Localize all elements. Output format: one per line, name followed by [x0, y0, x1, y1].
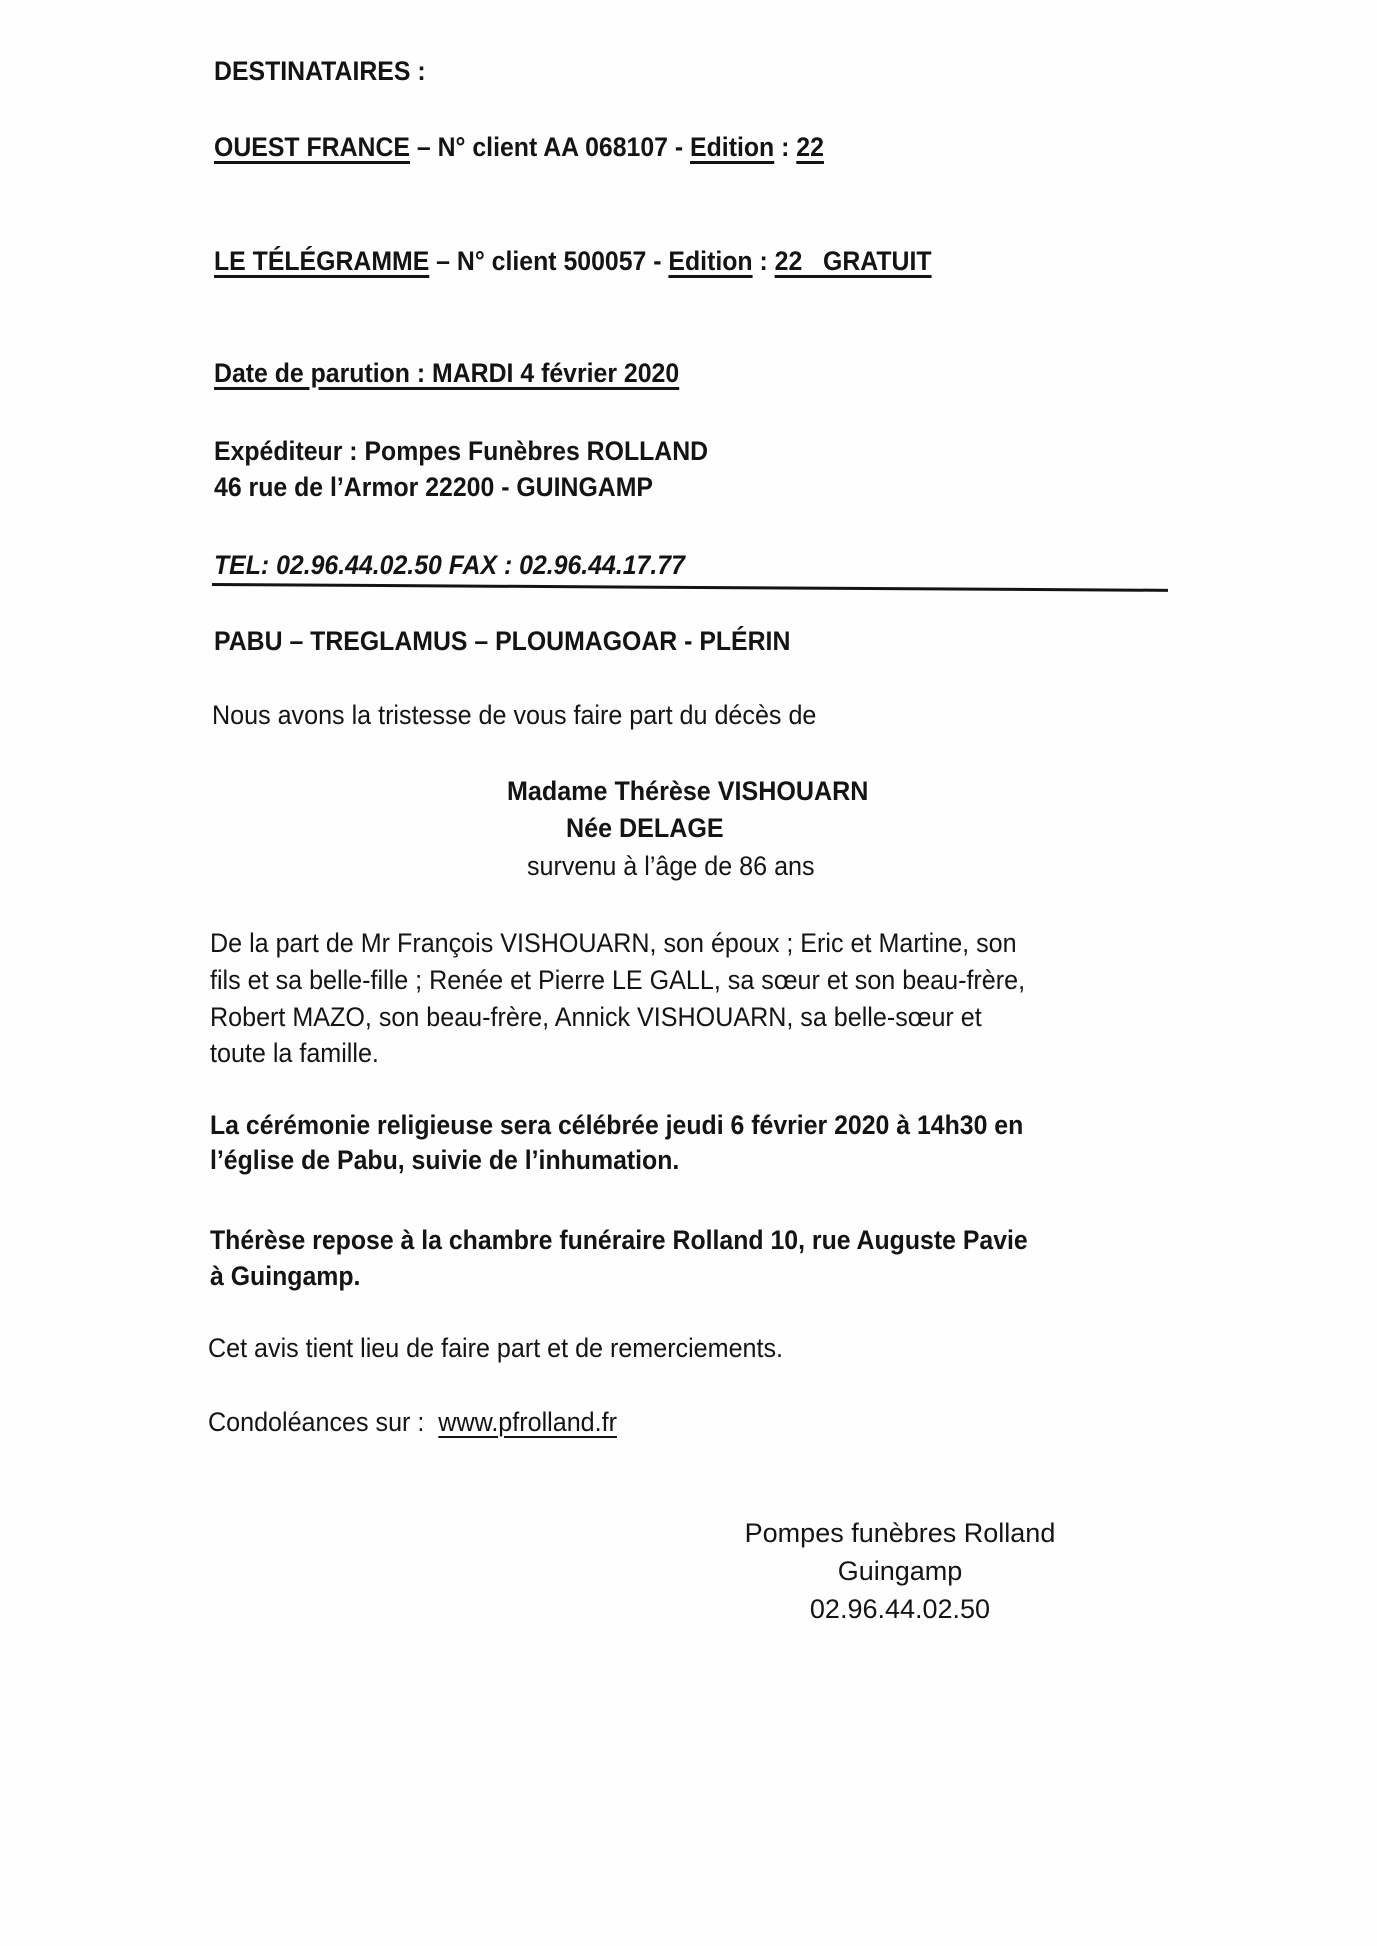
publication-date: Date de parution : MARDI 4 février 2020: [214, 358, 680, 388]
ceremony-line: l’église de Pabu, suivie de l’inhumation.: [210, 1145, 680, 1175]
signature-phone: 02.96.44.02.50: [809, 1594, 991, 1624]
ouest-france-edition-value: 22: [796, 132, 824, 162]
signature-city: Guingamp: [837, 1556, 963, 1586]
rest-place-line: Thérèse repose à la chambre funéraire Rolland 10, rue Auguste Pavie: [210, 1225, 1028, 1255]
ouest-france-line: [214, 132, 824, 163]
ouest-france-client: – N° client AA 068107 -: [409, 132, 691, 162]
deceased-name: Madame Thérèse VISHOUARN: [507, 776, 869, 806]
sender-line-2: 46 rue de l’Armor 22200 - GUINGAMP: [214, 472, 653, 502]
recipients-heading: DESTINATAIRES :: [214, 56, 426, 86]
ceremony-line: La cérémonie religieuse sera célébrée jeudi 6 février 2020 à 14h30 en: [210, 1110, 1024, 1140]
telegramme-edition-value: 22 GRATUIT: [774, 246, 932, 276]
notice-line: Cet avis tient lieu de faire part et de remerciements.: [208, 1333, 784, 1363]
signature-company: Pompes funèbres Rolland: [744, 1518, 1056, 1548]
ouest-france-name: OUEST FRANCE: [214, 132, 410, 162]
tel-fax: TEL: 02.96.44.02.50 FAX : 02.96.44.17.77: [214, 550, 685, 580]
family-line: toute la famille.: [210, 1038, 379, 1068]
announcement-intro: Nous avons la tristesse de vous faire part du décès de: [212, 700, 817, 730]
condolences-line: [208, 1407, 617, 1438]
sender-line-1: Expéditeur : Pompes Funèbres ROLLAND: [214, 436, 709, 466]
condolences-link[interactable]: www.pfrolland.fr: [438, 1407, 617, 1437]
condolences-label: Condoléances sur :: [208, 1407, 439, 1437]
deceased-age: survenu à l’âge de 86 ans: [527, 851, 815, 881]
telegramme-sep: :: [752, 246, 775, 276]
telegramme-client: – N° client 500057 -: [429, 246, 669, 276]
tel-fax-underline: [212, 583, 1168, 592]
telegramme-edition-label: Edition: [668, 246, 753, 276]
ouest-france-sep: :: [774, 132, 797, 162]
rest-place-line: à Guingamp.: [210, 1261, 361, 1291]
family-line: Robert MAZO, son beau-frère, Annick VISHOUARN, sa belle-sœur et: [210, 1002, 982, 1032]
ouest-france-edition-label: Edition: [690, 132, 775, 162]
telegramme-line: [214, 246, 932, 277]
deceased-birth-name: Née DELAGE: [566, 813, 724, 843]
telegramme-name: LE TÉLÉGRAMME: [214, 246, 430, 276]
towns-line: PABU – TREGLAMUS – PLOUMAGOAR - PLÉRIN: [214, 626, 791, 656]
family-line: fils et sa belle-fille ; Renée et Pierre LE GALL, sa sœur et son beau-frère,: [210, 965, 1026, 995]
family-line: De la part de Mr François VISHOUARN, son époux ; Eric et Martine, son: [210, 928, 1017, 958]
